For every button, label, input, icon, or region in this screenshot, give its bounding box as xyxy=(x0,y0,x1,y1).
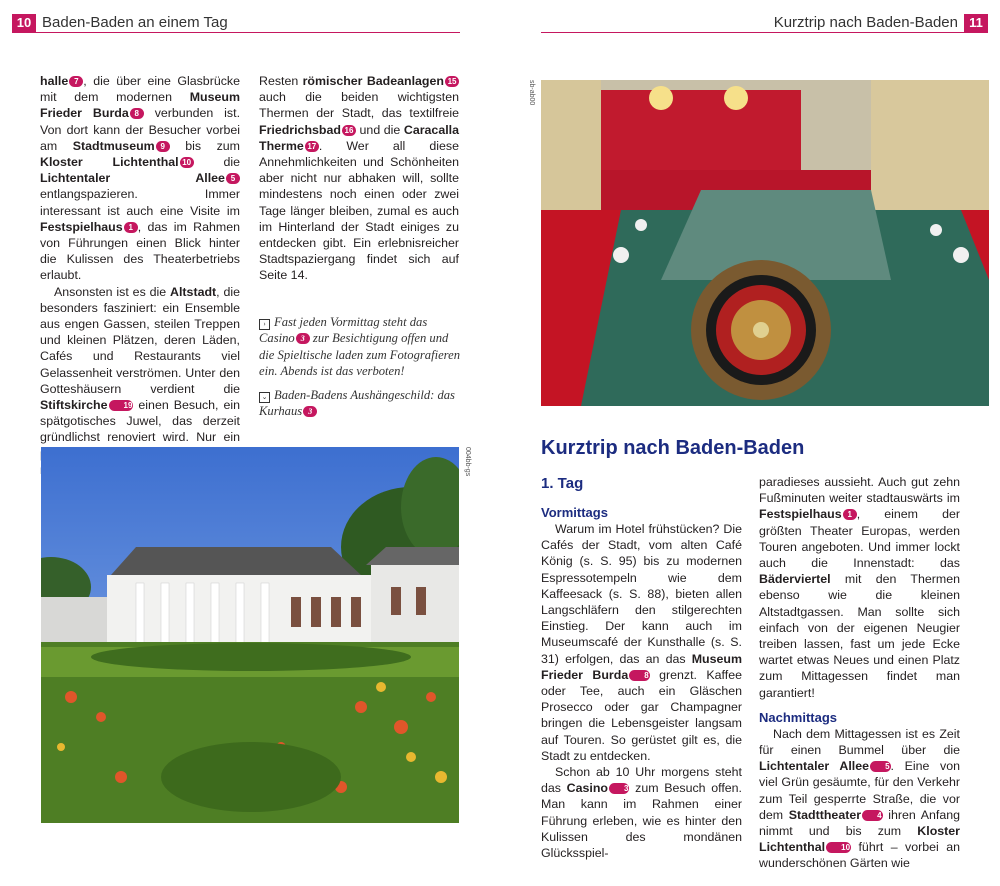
left-column-1 xyxy=(40,73,240,478)
marker: 10 xyxy=(826,842,851,853)
kurhaus-photo xyxy=(41,447,459,823)
marker: 1 xyxy=(124,222,138,233)
marker: 5 xyxy=(226,173,240,184)
marker: 10 xyxy=(180,157,194,168)
right-header-rule xyxy=(541,32,988,33)
marker: 5 xyxy=(870,761,890,772)
marker: 4 xyxy=(862,810,882,821)
right-column-1 xyxy=(541,504,742,861)
subheading-afternoon: Nachmittags xyxy=(759,709,838,725)
marker: 17 xyxy=(305,141,319,152)
marker: 16 xyxy=(342,125,356,136)
marker: 3 xyxy=(303,406,317,417)
caption-kurhaus: ⌄ Baden-Badens Aushängeschild: das Kurhaus 3 xyxy=(259,388,455,419)
paragraph: Ansonsten ist es die Altstadt, die besonders fasziniert: ein Ensemble aus engen Gassen, steilen Treppen und kleinen Plätzen, deren Läden, Cafés und Restaurants viel Gelassenheit verströmen. Unter den Gotteshäusern verdient die Stiftskirche 19 einen Besuch, ein spätgotisches Juwel, das derzeit gründlichst renoviert wird. Nur ein xyxy=(40,284,240,445)
paragraph: Warum im Hotel frühstücken? Die Cafés der Stadt, vom alten Café König (s. S. 95) bis zu modernen Espressotempeln wie dem Kaffeesack (s. S. 88), bieten allen Langschläfern den stilgerechten Einstieg. Der kann auch im Museumscafé der Kunsthalle (s. S. 31) erfolgen, das an das Museum Frieder Burda 8 grenzt. Kaffee oder Tee, auch ein Gläschen Prosecco oder gar Champagner bringen die Lebensgeister langsam auf Touren. So gerüstet gilt es, die Stadt zu entdecken. xyxy=(541,522,742,763)
photo-captions xyxy=(259,314,464,428)
kurhaus-illustration xyxy=(41,447,459,823)
arrow-right-icon: › xyxy=(259,319,270,330)
right-column-2 xyxy=(759,474,960,872)
paragraph: Nach dem Mittagessen ist es Zeit für einen Bummel über die Lichtentaler Allee 5. Eine von viel Grün gesäumte, für den Verkehr zum Teil gesperrte Straße, die vor dem Stadttheater 4 ihren Anfang nimmt und bis zum Kloster Lichtenthal 10 führt – vorbei an wunderschönen Gärten wie xyxy=(759,726,961,871)
photo-credit: 004bb-gs xyxy=(464,447,471,477)
paragraph: Resten römischer Badeanlagen 15 auch die beiden wichtigsten Thermen der Stadt, das textilfreie Friedrichsbad 16 und die Caracalla Therme 17 . Wer all diese Annehmlichkeiten und Schönheiten aber nicht nur abhaken will, sollte mindestens noch einen oder zwei Tage länger bleiben, zumal es auch im Hinterland der Stadt einiges zu entdecken gibt. Ein erlebnisreicher Stadtspaziergang findet sich auf Seite 14. xyxy=(259,74,459,283)
marker: 8 xyxy=(629,670,649,681)
paragraph: halle 7 , die über eine Glasbrücke mit dem modernen Museum Frieder Burda 8 verbunden ist. Von dort kann der Besucher vorbei am Stadtmuseum 9 bis zum Kloster Lichtenthal 10 die Lichtentaler Allee 5 entlangspazieren. Immer interessant ist auch eine Visite im Festspielhaus 1 , das im Rahmen von Führungen einen Blick hinter die Kulissen des Theaterbetriebs erlaubt. xyxy=(40,74,241,283)
photo-credit: sb-ab00 xyxy=(528,80,535,106)
casino-photo xyxy=(541,80,989,406)
subheading-morning: Vormittags xyxy=(541,505,608,520)
marker: 3 xyxy=(296,333,310,344)
left-page-number: 10 xyxy=(12,14,36,32)
arrow-down-icon: ⌄ xyxy=(259,392,270,403)
marker: 19 xyxy=(109,400,134,411)
paragraph: paradieses aussieht. Auch gut zehn Fußminuten weiter stadtauswärts im Festspielhaus 1 , einem der größten Theater Europas, werden Touren angeboten. Und immer lockt auch die Innenstadt: das Bäderviertel mit den Thermen ebenso wie die kleinen Altstadtgassen. Man sollte sich einfach von der eigenen Neugier treiben lassen, fast um jede Ecke wartet etwas Neues und einen Platz zum Mittagessen findet man garantiert! xyxy=(759,475,960,700)
right-page-number: 11 xyxy=(964,14,988,32)
casino-illustration xyxy=(541,80,989,406)
marker: 9 xyxy=(156,141,170,152)
right-running-title: Kurztrip nach Baden-Baden xyxy=(773,14,958,31)
marker: 8 xyxy=(130,108,144,119)
marker: 3 xyxy=(609,783,629,794)
left-column-2 xyxy=(259,73,459,284)
paragraph: Schon ab 10 Uhr morgens steht das Casino 3 zum Besuch offen. Man kann im Rahmen einer Führung erleben, wie es hinter den Kulissen des mondänen Glücksspiel- xyxy=(541,765,743,861)
marker: 1 xyxy=(843,509,857,520)
left-header-rule xyxy=(12,32,460,33)
section-heading: Kurztrip nach Baden-Baden xyxy=(541,437,805,459)
marker: 15 xyxy=(445,76,459,87)
left-running-title: Baden-Baden an einem Tag xyxy=(42,14,228,31)
caption-casino: › Fast jeden Vormittag steht das Casino 3 zur Besichtigung offen und die Spieltische laden zum Fotografieren ein. Abends ist das verboten! xyxy=(259,315,460,378)
marker: 7 xyxy=(69,76,83,87)
day-heading: 1. Tag xyxy=(541,475,584,492)
